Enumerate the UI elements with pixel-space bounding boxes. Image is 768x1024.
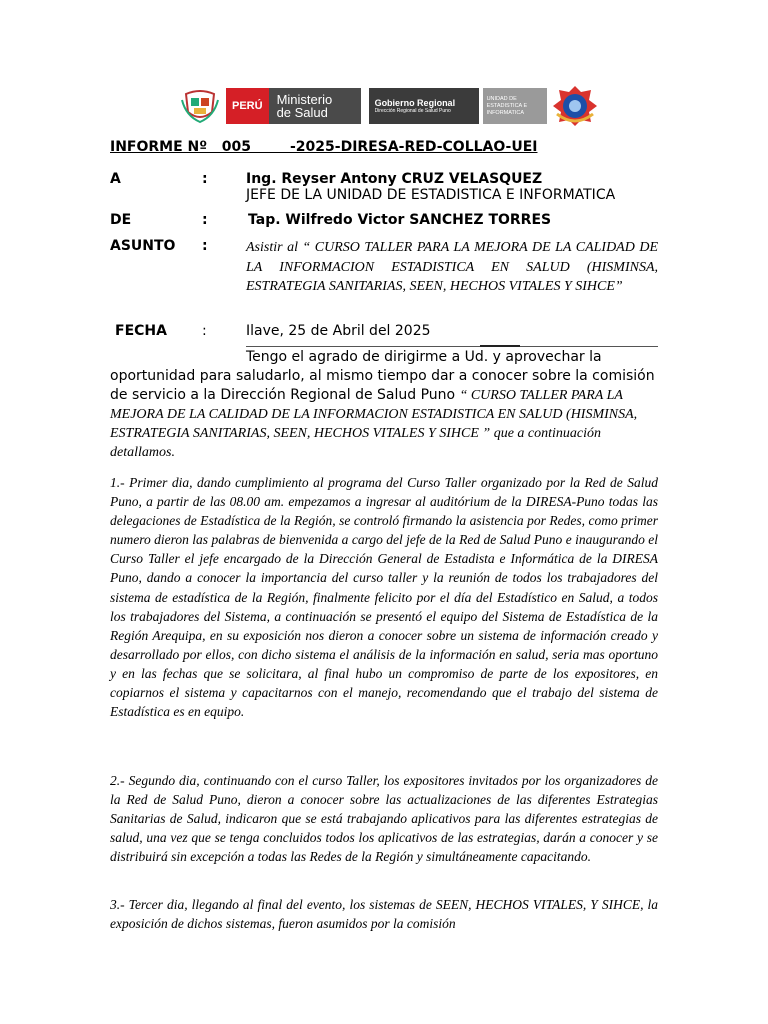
field-fecha-value: Ilave, 25 de Abril del 2025 — [246, 323, 431, 339]
field-de-colon: : — [202, 212, 208, 228]
field-de-name: Tap. Wilfredo Victor SANCHEZ TORRES — [248, 212, 552, 228]
intro-paragraph — [110, 348, 658, 462]
intro-italic-text: “ CURSO TALLER PARA LA MEJORA DE LA CALIDAD DE LA INFORMACION ESTADISTICA EN SALUD (HISMINSA, ESTRATEGIA SANITARIAS, SEEN, HECHOS VITALES Y SIHCE ” que a continuación detallamos. — [110, 388, 638, 460]
field-a-colon: : — [202, 171, 208, 187]
field-a-title: JEFE DE LA UNIDAD DE ESTADISTICA E INFORMATICA — [246, 187, 616, 203]
peru-coat-of-arms-icon — [180, 86, 220, 126]
field-de-label: DE — [110, 212, 132, 228]
field-asunto-label: ASUNTO — [110, 238, 176, 254]
ministerio-line1: Ministerio — [276, 92, 333, 107]
field-a-name: Ing. Reyser Antony CRUZ VELASQUEZ — [246, 171, 543, 187]
field-asunto-colon: : — [202, 238, 208, 254]
intro-plain-text: Tengo el agrado de dirigirme a Ud. y aprovechar la oportunidad para saludarlo, al mismo tiempo dar a conocer sobre la comisión de servicio a la Dirección Regional de Salud Puno — [110, 349, 655, 403]
unidad-line1: UNIDAD DE — [486, 95, 517, 102]
peru-label: PERÚ — [226, 88, 269, 124]
ministerio-logo — [269, 88, 361, 124]
unidad-estadistica-logo — [483, 88, 547, 124]
informe-number: INFORME Nº 005 -2025-DIRESA-RED-COLLAO-UEI — [110, 139, 538, 155]
gobierno-subtitle: Dirección Regional de Salud Puno — [374, 108, 451, 114]
field-fecha-colon: : — [202, 323, 207, 339]
divider-line — [246, 346, 658, 347]
divider-accent — [480, 345, 520, 347]
field-asunto-text: Asistir al “ CURSO TALLER PARA LA MEJORA DE LA CALIDAD DE LA INFORMACION ESTADISTICA EN SALUD (HISMINSA, ESTRATEGIA SANITARIAS, SEEN, HECHOS VITALES Y SIHCE” — [246, 240, 658, 294]
field-fecha-label: FECHA — [115, 323, 167, 339]
gobierno-regional-logo — [369, 88, 479, 124]
ministerio-line2: de Salud — [276, 105, 328, 120]
field-fecha-row — [0, 323, 768, 343]
field-a-label: A — [110, 171, 121, 187]
unidad-line2: ESTADISTICA E — [486, 102, 528, 109]
field-a-title-row — [0, 187, 768, 207]
unit-emblem-icon — [551, 84, 599, 128]
gobierno-title: Gobierno Regional — [374, 98, 456, 108]
field-de-row — [0, 212, 768, 232]
paragraph-1: 1.- Primer dia, dando cumplimiento al programa del Curso Taller organizado por la Red de Salud Puno, a partir de las 08.00 am. empezamos a ingresar al auditórium de la DIRESA-Puno todas las delegaciones de Estadística de la Región, se controló firmando la asistencia por Redes, como primer numero dieron las palabras de bienvenida a cargo del jefe de la Red de Salud Puno e inaugurando el Curso Taller el jefe encargado de la Dirección General de Estadista e Informática de la DIRESA Puno, dando a conocer la importancia del curso taller y la reunión de todos los trabajadores del sistema de estadística de la Región, finalmente felicito por el día del Estadístico en Salud, a todos los trabajadores del Sistema, a continuación se presentó el equipo del Sistema de Estadística de la Región Arequipa, en su exposición nos dieron a conocer sobre un sistema de información creado y desarrollado por ellos, con dicho sistema el análisis de la información en salud, seria mas oportuno y en las fechas que se solicitara, al final hubo un compromiso de parte de los expositores, en copiarnos el sistema y capacitarnos con el manejo, recomendando que el trabajo del sistema de Estadística es en equipo. — [110, 475, 658, 720]
paragraph-2: 2.- Segundo dia, continuando con el curso Taller, los expositores invitados por los organizadores de la Red de Salud Puno, dieron a conocer sobre las actualizaciones de las diferentes Estrategias Sanitarias de Salud, indicaron que se está trabajando aplicativos para las diferentes estrategias de salud, una vez que se tenga concluidos todos los aplicativos de las estrategias, darán a conocer y se distribuirá sin excepción a todas las Redes de la Región y simultáneamente capacitando. — [110, 773, 658, 865]
header-logos — [180, 84, 600, 128]
paragraph-3: 3.- Tercer dia, llegando al final del evento, los sistemas de SEEN, HECHOS VITALES, Y SIHCE, la exposición de dichos sistemas, fueron asumidos por la comisión — [110, 897, 658, 932]
unidad-line3: INFORMATICA — [486, 109, 525, 116]
